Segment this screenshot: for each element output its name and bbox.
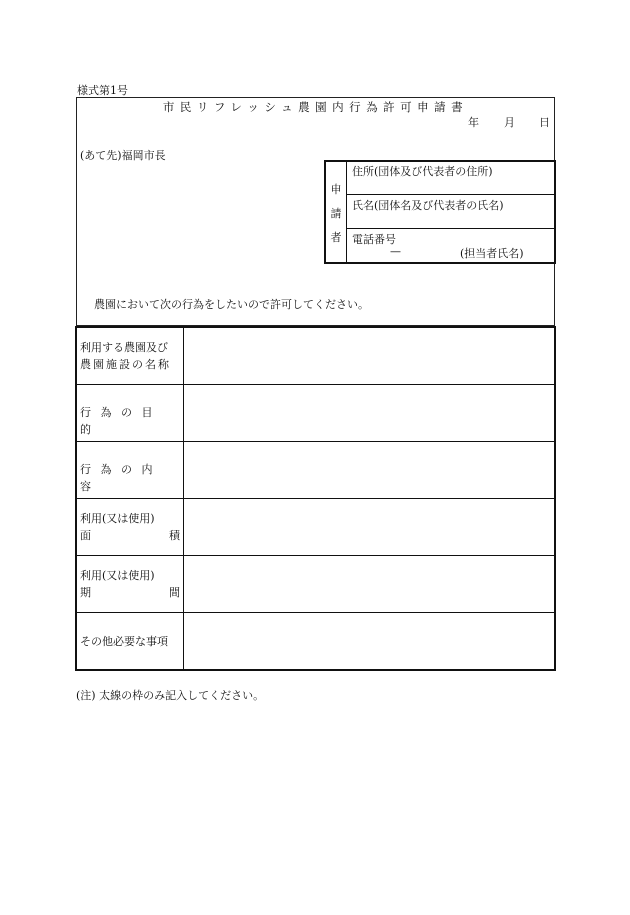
area-input[interactable] (184, 499, 554, 555)
row-label-period (80, 567, 180, 601)
purpose-input[interactable] (184, 385, 554, 441)
applicant-label-char: 請 (330, 207, 342, 220)
row-label-area (80, 510, 180, 544)
row-label-other: その他必要な事項 (80, 635, 168, 648)
row-label-char: 積 (169, 529, 180, 542)
applicant-separator (347, 228, 555, 229)
applicant-separator (347, 194, 555, 195)
row-label-purpose: 行為の目的 (80, 406, 162, 436)
name-field[interactable]: 氏名(団体名及び代表者の氏名) (352, 199, 504, 212)
date-year: 年 (468, 116, 479, 129)
row-label-char: 面 (80, 529, 91, 542)
date-day: 日 (539, 116, 550, 129)
address-field[interactable]: 住所(団体及び代表者の住所) (352, 165, 493, 178)
other-matters-input[interactable] (184, 613, 554, 669)
applicant-label-char: 申 (330, 183, 342, 196)
footnote: (注) 太線の枠のみ記入してください。 (76, 689, 265, 702)
row-label-line: 利用(又は使用) (80, 512, 155, 525)
period-input[interactable] (184, 556, 554, 612)
request-statement: 農園において次の行為をしたいので許可してください。 (94, 298, 369, 311)
phone-dash: — (390, 245, 401, 258)
applicant-label-char: 者 (330, 231, 342, 244)
contact-person-label: (担当者氏名) (460, 247, 524, 260)
row-label-content: 行為の内容 (80, 463, 162, 493)
row-label-char: 期 (80, 586, 91, 599)
row-label-line (80, 584, 180, 601)
date-month: 月 (504, 116, 515, 129)
row-label-line: 農園施設の名称 (80, 358, 171, 371)
addressee: (あて先)福岡市長 (80, 149, 166, 162)
form-number: 様式第1号 (77, 84, 128, 97)
content-input[interactable] (184, 442, 554, 498)
row-label-line: 利用(又は使用) (80, 569, 155, 582)
row-label-char: 間 (169, 586, 180, 599)
applicant-divider (346, 160, 347, 264)
row-label-line (80, 527, 180, 544)
phone-field[interactable]: 電話番号 (352, 233, 396, 246)
facility-name-input[interactable] (184, 327, 554, 384)
row-label-facility (80, 339, 180, 373)
form-title: 市民リフレッシュ農園内行為許可申請書 (162, 100, 469, 114)
row-label-line: 利用する農園及び (80, 341, 168, 354)
